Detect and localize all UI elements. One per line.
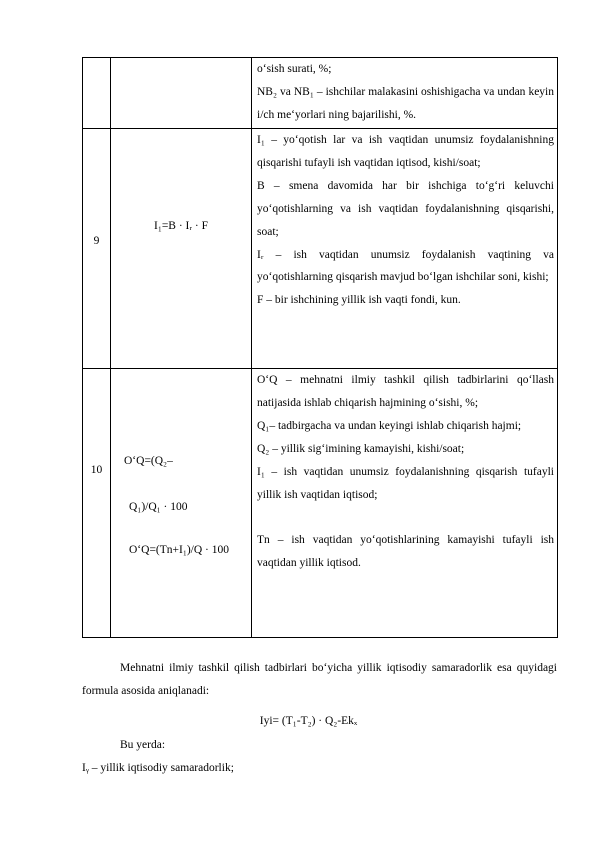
row-number-cell (83, 369, 111, 638)
description-line: Q₁– tadbirgacha va undan keyingi ishlab chiqarish hajmi; (257, 419, 522, 432)
description-line: I₁ – yo‘qotish lar va ish vaqtidan unumsiz foydalanishning qisqarishi tufayli ish vaqtidan iqtisod, kishi/soat; (257, 134, 554, 169)
body-definition: Iᵧ – yillik iqtisodiy samaradorlik; (82, 762, 234, 774)
row-number: 9 (93, 235, 100, 247)
table-row (83, 369, 558, 638)
description-line: B – smena davomida har bir ishchiga to‘g‘ri keluvchi yo‘qotishlarning va ish vaqtidan foydalanishning qisqarishi, soat; (257, 179, 554, 238)
table-row (83, 129, 558, 369)
body-label: Bu yerda: (120, 739, 166, 751)
row-number-cell (83, 129, 111, 369)
formula-text: O‘Q=(Q₂– (124, 455, 173, 467)
formula-text: Q₁)/Q₁ · 100 (129, 501, 188, 513)
description-line: I₁ – ish vaqtidan unumsiz foydalanishning qisqarish tufayli yillik ish vaqtidan iqtisod; (257, 465, 554, 501)
description-line: o‘sish surati, %; (257, 63, 332, 75)
formula-cell (111, 129, 252, 369)
table-row (83, 58, 558, 129)
description-line: Iᵣ – ish vaqtidan unumsiz foydalanish vaqtining va yo‘qotishlarning qisqarish mavjud bo‘lgan ishchilar soni, kishi; (257, 248, 554, 284)
description-line: NB₂ va NB₁ – ishchilar malakasini oshishigacha va undan keyin i/ch me‘yorlari ning bajarilishi, %. (257, 85, 554, 121)
description-line: O‘Q – mehnatni ilmiy tashkil qilish tadbirlarini qo‘llash natijasida ishlab chiqarish hajmining o‘sishi, %; (257, 374, 554, 409)
formula-cell (111, 58, 252, 129)
row-number: 10 (90, 464, 103, 476)
description-cell (252, 129, 558, 369)
formula-cell (111, 369, 252, 638)
formula-text: O‘Q=(Tn+I₁)/Q · 100 (129, 544, 230, 556)
description-cell (252, 58, 558, 129)
row-number (83, 58, 111, 129)
body-formula: Iyi= (T₁-T₂) · Q₂-Ekₓ (259, 715, 358, 727)
body-paragraph: Mehnatni ilmiy tashkil qilish tadbirlari bo‘yicha yillik iqtisodiy samaradorlik esa quyidagi formula asosida aniqlanadi: (82, 662, 557, 697)
description-line: Q₂ – yillik sig‘imining kamayishi, kishi/soat; (257, 442, 465, 455)
formula-table (82, 57, 558, 638)
description-line: Tn – ish vaqtidan yo‘qotishlarining kamayishi tufayli ish vaqtidan yillik iqtisod. (257, 534, 554, 570)
description-line: F – bir ishchining yillik ish vaqti fondi, kun. (257, 294, 461, 307)
formula-text: I₁=B · Iᵣ · F (153, 220, 209, 232)
description-cell (252, 369, 558, 638)
description-blank (257, 506, 554, 529)
